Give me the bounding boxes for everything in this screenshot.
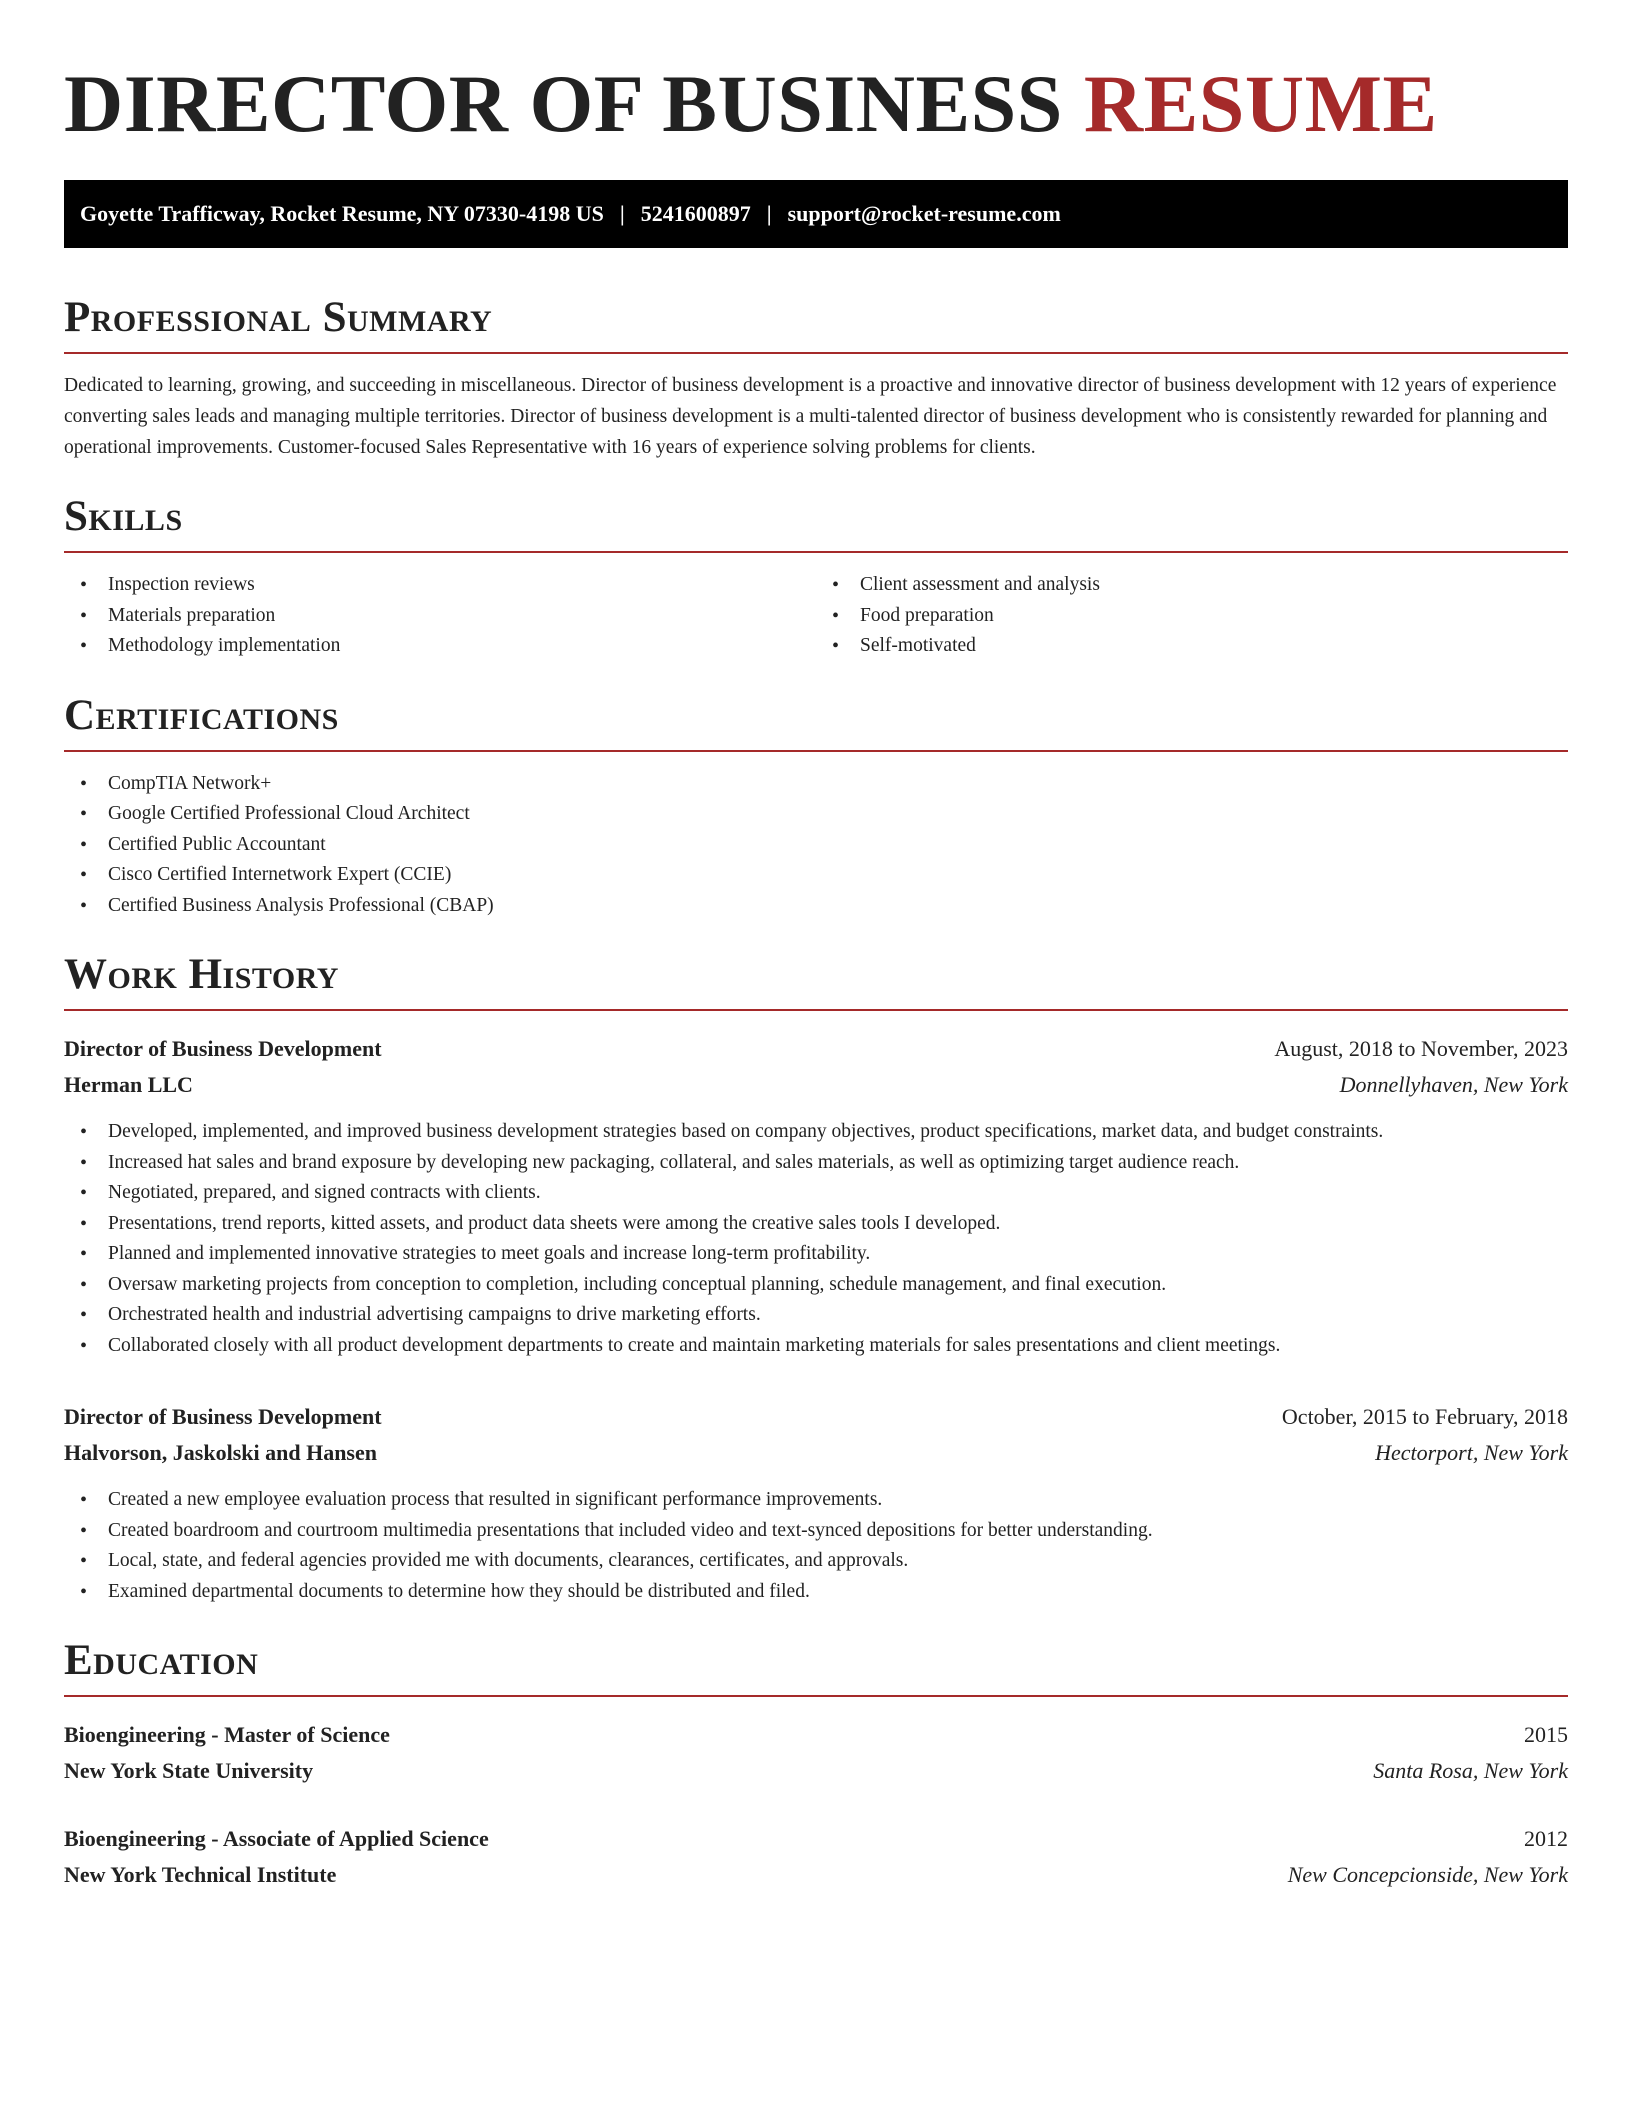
skill-item: • Inspection reviews [64,570,816,601]
summary-heading: Professional Summary [64,294,1568,354]
job-bullet: • Oversaw marketing projects from conception to completion, including conceptual planning, schedule management, and final execution. [64,1270,1568,1301]
job-company: Halvorson, Jaskolski and Hansen [64,1440,377,1465]
skill-item: • Self-motivated [816,631,1568,662]
education-degree-row [64,1717,1568,1753]
job-title: Director of Business Development [64,1036,382,1061]
education-degree: Bioengineering - Associate of Applied Science [64,1826,489,1851]
job-entry [64,1399,1568,1607]
skills-section [64,493,1568,662]
education-year: 2012 [1524,1826,1568,1851]
education-degree-row [64,1821,1568,1857]
certification-item: • Cisco Certified Internetwork Expert (CCIE) [64,860,1568,891]
work-history-section [64,951,1568,1607]
contact-separator: | [619,201,625,226]
contact-bar [64,180,1568,248]
certifications-section [64,692,1568,922]
education-entry [64,1717,1568,1789]
job-bullet: • Collaborated closely with all product development departments to create and maintain marketing materials for sales presentations and client meetings. [64,1331,1568,1362]
contact-phone[interactable]: 5241600897 [640,201,751,226]
job-location: Donnellyhaven, New York [1339,1072,1568,1097]
education-heading: Education [64,1637,1568,1697]
job-dates: August, 2018 to November, 2023 [1274,1036,1568,1061]
job-bullet: • Orchestrated health and industrial advertising campaigns to drive marketing efforts. [64,1300,1568,1331]
education-year: 2015 [1524,1722,1568,1747]
job-company-row [64,1435,1568,1471]
job-bullet: • Planned and implemented innovative strategies to meet goals and increase long-term profitability. [64,1239,1568,1270]
job-bullet: • Developed, implemented, and improved business development strategies based on company objectives, product specifications, market data, and budget constraints. [64,1117,1568,1148]
job-bullet: • Presentations, trend reports, kitted assets, and product data sheets were among the creative sales tools I developed. [64,1209,1568,1240]
contact-email[interactable]: support@rocket-resume.com [787,201,1061,226]
job-header-row [64,1399,1568,1435]
summary-text: Dedicated to learning, growing, and succeeding in miscellaneous. Director of business development is a proactive and innovative director of business development with 12 years of experience converting sales leads and managing multiple territories. Director of business development is a multi-talented director of business development who is consistently rewarded for planning and operational improvements. Customer-focused Sales Representative with 16 years of experience solving problems for clients. [64,375,1557,458]
skill-item: • Food preparation [816,601,1568,632]
summary-section [64,294,1568,463]
certification-item: • Certified Business Analysis Professional (CBAP) [64,891,1568,922]
work-history-heading: Work History [64,951,1568,1011]
certifications-list [64,769,1568,922]
job-bullet: • Negotiated, prepared, and signed contracts with clients. [64,1178,1568,1209]
contact-separator: | [766,201,772,226]
job-company: Herman LLC [64,1072,193,1097]
job-dates: October, 2015 to February, 2018 [1281,1404,1568,1429]
education-section [64,1637,1568,1893]
education-school: New York Technical Institute [64,1862,337,1887]
certification-item: • Google Certified Professional Cloud Architect [64,799,1568,830]
education-entry [64,1821,1568,1893]
job-bullet: • Increased hat sales and brand exposure by developing new packaging, collateral, and sales materials, as well as optimizing target audience reach. [64,1148,1568,1179]
education-location: New Concepcionside, New York [1287,1862,1568,1887]
skill-item: • Methodology implementation [64,631,816,662]
job-location: Hectorport, New York [1375,1440,1568,1465]
certifications-heading: Certifications [64,692,1568,752]
job-header-row [64,1031,1568,1067]
certification-item: • Certified Public Accountant [64,830,1568,861]
certification-item: • CompTIA Network+ [64,769,1568,800]
skills-list-left [64,570,816,662]
skill-item: • Client assessment and analysis [816,570,1568,601]
education-school: New York State University [64,1758,314,1783]
skills-heading: Skills [64,493,1568,553]
job-bullets [64,1485,1568,1607]
job-company-row [64,1067,1568,1103]
job-bullet: • Examined departmental documents to determine how they should be distributed and filed. [64,1577,1568,1608]
title-main: DIRECTOR OF BUSINESS [64,58,1063,149]
education-school-row [64,1753,1568,1789]
skills-grid [64,570,1568,662]
job-title: Director of Business Development [64,1404,382,1429]
skill-item: • Materials preparation [64,601,816,632]
education-school-row [64,1857,1568,1893]
skills-list-right [816,570,1568,662]
resume-title [64,0,1568,150]
job-bullet: • Local, state, and federal agencies provided me with documents, clearances, certificates, and approvals. [64,1546,1568,1577]
title-accent: RESUME [1083,58,1438,149]
education-degree: Bioengineering - Master of Science [64,1722,390,1747]
job-bullets [64,1117,1568,1361]
job-entry [64,1031,1568,1361]
job-bullet: • Created a new employee evaluation process that resulted in significant performance improvements. [64,1485,1568,1516]
contact-address: Goyette Trafficway, Rocket Resume, NY 07330-4198 US [80,201,604,226]
job-bullet: • Created boardroom and courtroom multimedia presentations that included video and text-synced depositions for better understanding. [64,1516,1568,1547]
education-location: Santa Rosa, New York [1373,1758,1568,1783]
